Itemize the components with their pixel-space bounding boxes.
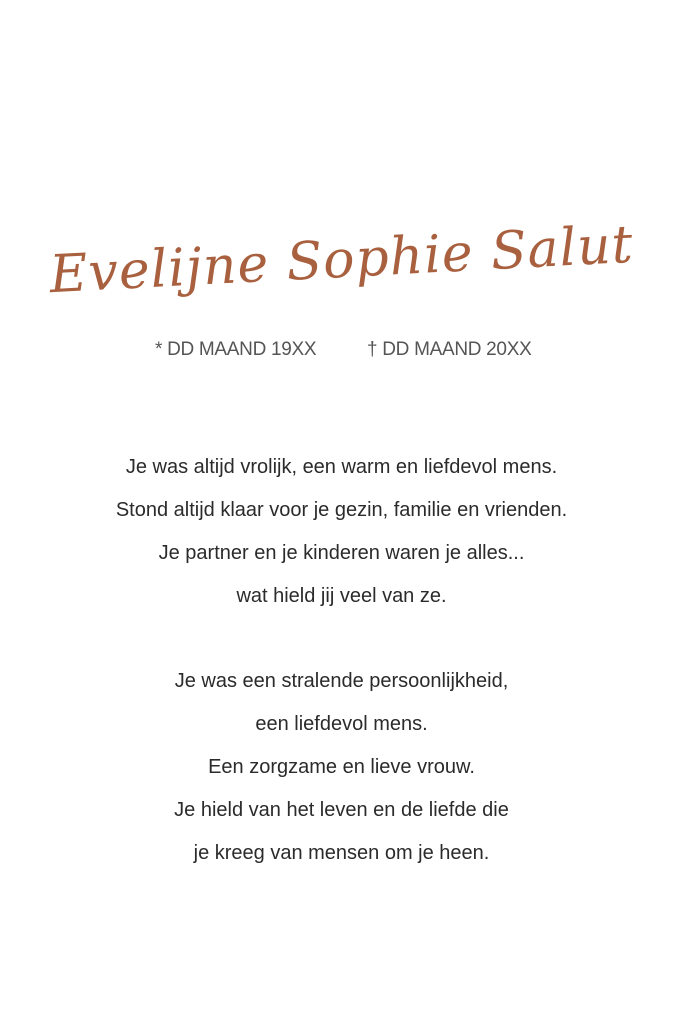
death-date: † DD MAAND 20XX [367,339,532,360]
deceased-name: Evelijne Sophie Salut [48,214,635,306]
verse-line: je kreeg van mensen om je heen. [193,842,490,864]
life-dates [0,338,683,362]
verse-line: Je was altijd vrolijk, een warm en liefdevol mens. [125,456,558,478]
verse-line: Stond altijd klaar voor je gezin, familie en vrienden. [115,499,568,521]
verse-1 [0,446,683,618]
verse-line: Je hield van het leven en de liefde die [174,799,509,821]
verse-line: Een zorgzame en lieve vrouw. [208,756,475,778]
verse-2 [0,660,683,875]
verse-line: wat hield jij veel van ze. [236,585,447,607]
verse-line: Je was een stralende persoonlijkheid, [174,670,509,692]
verse-line: een liefdevol mens. [255,713,428,735]
birth-date: * DD MAAND 19XX [155,339,317,360]
verse-line: Je partner en je kinderen waren je alles... [158,542,525,564]
